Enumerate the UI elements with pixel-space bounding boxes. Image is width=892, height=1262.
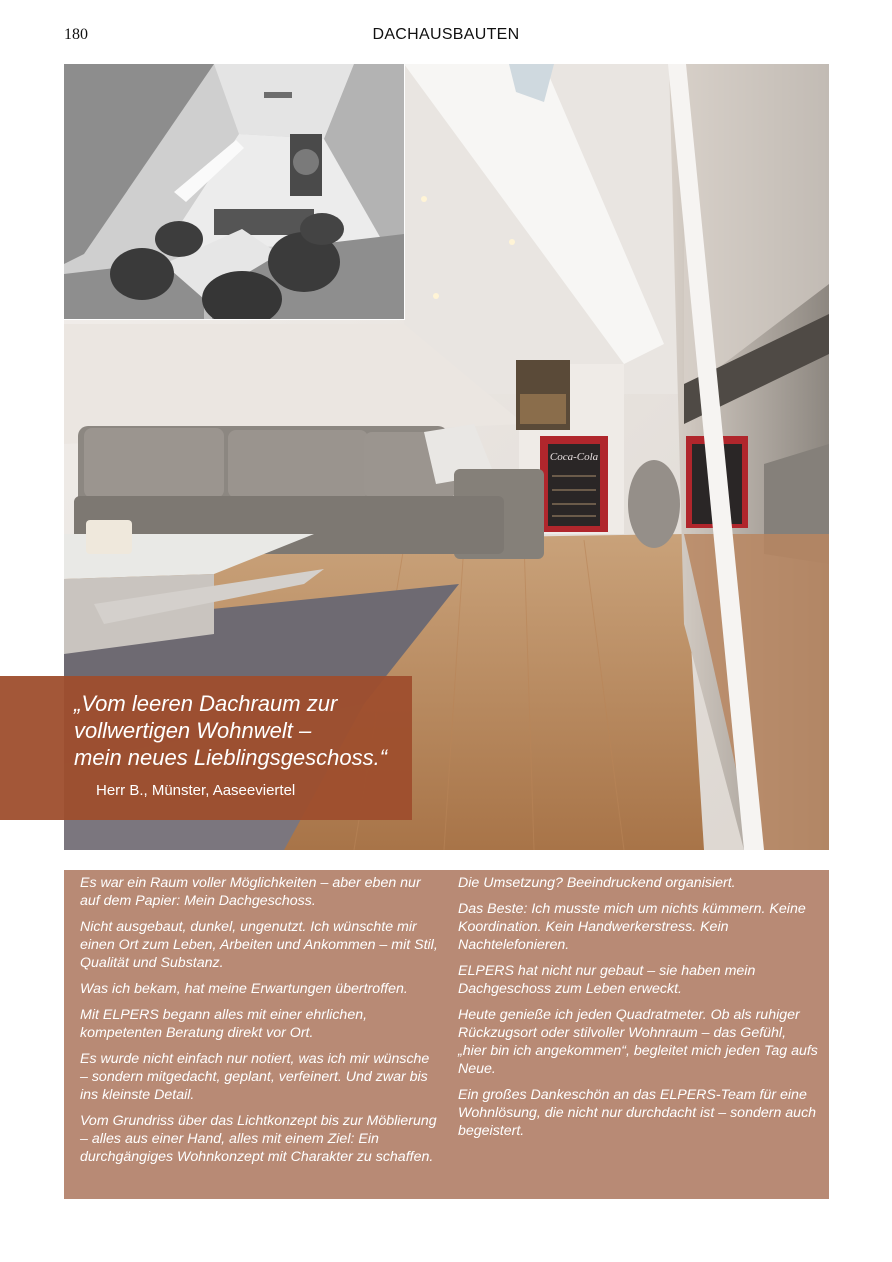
article-paragraph: Es wurde nicht einfach nur notiert, was ich mir wünsche – sondern mitgedacht, geplant, verfeinert. Und zwar bis ins kleinste Detail. (80, 1051, 430, 1103)
section-title: DACHAUSBAUTEN (372, 26, 520, 43)
fridge-logo: Coca-Cola (549, 451, 599, 463)
article-paragraph: Mit ELPERS begann alles mit einer ehrlichen, kompetenten Beratung direkt vor Ort. (80, 1007, 368, 1041)
article-paragraph: Vom Grundriss über das Lichtkonzept bis zur Möblierung – alles aus einer Hand, alles mit einem Ziel: Ein durchgängiges Wohnkonzept mit Charakter zu schaffen. (80, 1113, 437, 1165)
quote-line: vollwertigen Wohnwelt – (74, 718, 312, 743)
article-paragraph: ELPERS hat nicht nur gebaut – sie haben mein Dachgeschoss zum Leben erweckt. (458, 963, 756, 997)
article-paragraph: Ein großes Dankeschön an das ELPERS-Team für eine Wohnlösung, die nicht nur durchdacht ist – sondern auch begeistert. (458, 1087, 817, 1139)
article-paragraph: Das Beste: Ich musste mich um nichts kümmern. Keine Koordination. Kein Handwerkerstress. Kein Nachtelefonieren. (458, 901, 806, 953)
article-paragraph: Die Umsetzung? Beeindruckend organisiert. (458, 875, 736, 891)
article-paragraph: Heute genieße ich jeden Quadratmeter. Ob als ruhiger Rückzugsort oder stilvoller Wohnraum – das Gefühl, „hier bin ich angekommen“, begleitet mich jeden Tag aufs Neue. (458, 1007, 818, 1077)
quote-author: Herr B., Münster, Aaseeviertel (96, 782, 296, 799)
quote-line: „Vom leeren Dachraum zur (74, 691, 338, 716)
article-column-left (80, 874, 440, 1174)
inset-before-photo (64, 64, 405, 320)
page-number: 180 (64, 26, 88, 43)
testimonial-quote (74, 690, 414, 771)
article-paragraph: Nicht ausgebaut, dunkel, ungenutzt. Ich wünschte mir einen Ort zum Leben, Arbeiten und Ankommen – mit Stil, Qualität und Substanz. (80, 919, 438, 971)
article-column-right (458, 874, 818, 1148)
quote-line: mein neues Lieblingsgeschoss.“ (74, 745, 388, 770)
article-paragraph: Was ich bekam, hat meine Erwartungen übertroffen. (80, 981, 408, 997)
article-paragraph: Es war ein Raum voller Möglichkeiten – aber eben nur auf dem Papier: Mein Dachgeschoss. (80, 875, 421, 909)
